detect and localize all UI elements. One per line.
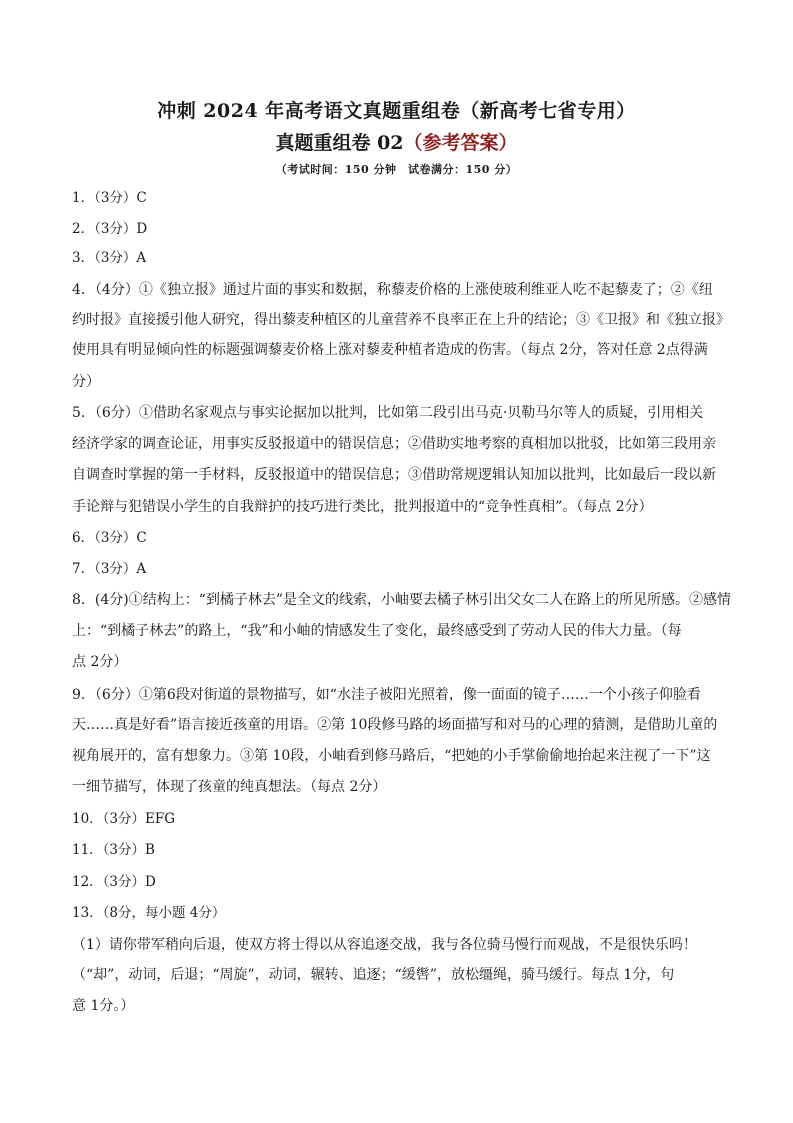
- answer-line: 一细节描写，体现了孩童的纯真想法。（每点 2分）: [72, 779, 387, 795]
- paper-subtitle: [0, 128, 793, 155]
- answer-line: 1．（3分）C: [72, 190, 147, 206]
- answer-line: 上：“到橘子林去”的路上，“我”和小岫的情感发生了变化，最终感受到了劳动人民的伟大力量。（每: [72, 623, 682, 639]
- answer-line: 意 1分。）: [72, 998, 135, 1014]
- page-title: 冲刺 2024 年高考语文真题重组卷（新高考七省专用）: [157, 100, 636, 122]
- answer-line: 5．（6分）①借助名家观点与事实论据加以批判，比如第二段引出马克·贝勒马尔等人的质疑，引用相关: [72, 405, 704, 421]
- answer-line: 6．（3分）C: [72, 530, 147, 546]
- answer-line: 使用具有明显倾向性的标题强调藜麦价格上涨对藜麦种植者造成的伤害。（每点 2分，答对任意 2点得满: [72, 342, 708, 358]
- answer-line: 自调查时掌握的第一手材料，反驳报道中的错误信息；③借助常规逻辑认知加以批判，比如最后一段以新: [72, 467, 716, 483]
- answer-line: （1）请你带军稍向后退，使双方将士得以从容追逐交战，我与各位骑马慢行而观战，不是很快乐吗！: [72, 937, 697, 953]
- answer-line: 13．（8分，每小题 4分）: [72, 905, 226, 921]
- answer-line: 9．（6分）①第6段对街道的景物描写，如“水洼子被阳光照着，像一面面的镜子……一个小孩子仰脸看: [72, 687, 701, 703]
- answer-line: 分）: [72, 374, 100, 390]
- answer-key-label: （参考答案）: [403, 132, 518, 154]
- answer-line: 视角展开的，富有想象力。③第 10段，小岫看到修马路后，“把她的小手掌偷偷地抬起来注视了一下”这: [72, 748, 711, 764]
- answer-line: 2．（3分）D: [72, 221, 148, 237]
- answer-line: 8．(4分)①结构上：“到橘子林去”是全文的线索，小岫要去橘子林引出父女二人在路上的所见所感。②感情: [72, 592, 732, 608]
- exam-info: （考试时间：150 分钟 试卷满分：150 分）: [275, 163, 518, 176]
- answer-line: 12．（3分）D: [72, 874, 156, 890]
- answer-line: 4．（4分）①《独立报》通过片面的事实和数据，称藜麦价格的上涨使玻利维亚人吃不起藜麦了；②《纽: [72, 282, 713, 298]
- answer-line: 手论辩与犯错误小学生的自我辩护的技巧进行类比，批判报道中的“竞争性真相”。（每点 2分）: [72, 499, 653, 515]
- answer-line: 经济学家的调查论证，用事实反驳报道中的错误信息；②借助实地考察的真相加以批驳，比如第三段用亲: [72, 436, 716, 452]
- answer-line: 天……真是好看”语言接近孩童的用语。②第 10段修马路的场面描写和对马的心理的猜测，是借助儿童的: [72, 717, 718, 733]
- answer-line: 7．（3分）A: [72, 561, 147, 577]
- paper-number: 真题重组卷 02: [275, 132, 404, 154]
- answer-line: 10．（3分）EFG: [72, 811, 176, 827]
- answer-line: 11．（3分）B: [72, 842, 155, 858]
- answer-line: 点 2分）: [72, 654, 128, 670]
- answer-line: （“却”，动词，后退；“周旋”，动词，辗转、追逐；“缓辔”，放松缰绳，骑马缓行。每点 1分，句: [72, 967, 675, 983]
- answer-line: 约时报》直接援引他人研究，得出藜麦种植区的儿童营养不良率正在上升的结论；③《卫报》和《独立报》: [72, 312, 730, 328]
- answer-line: 3．（3分）A: [72, 250, 147, 266]
